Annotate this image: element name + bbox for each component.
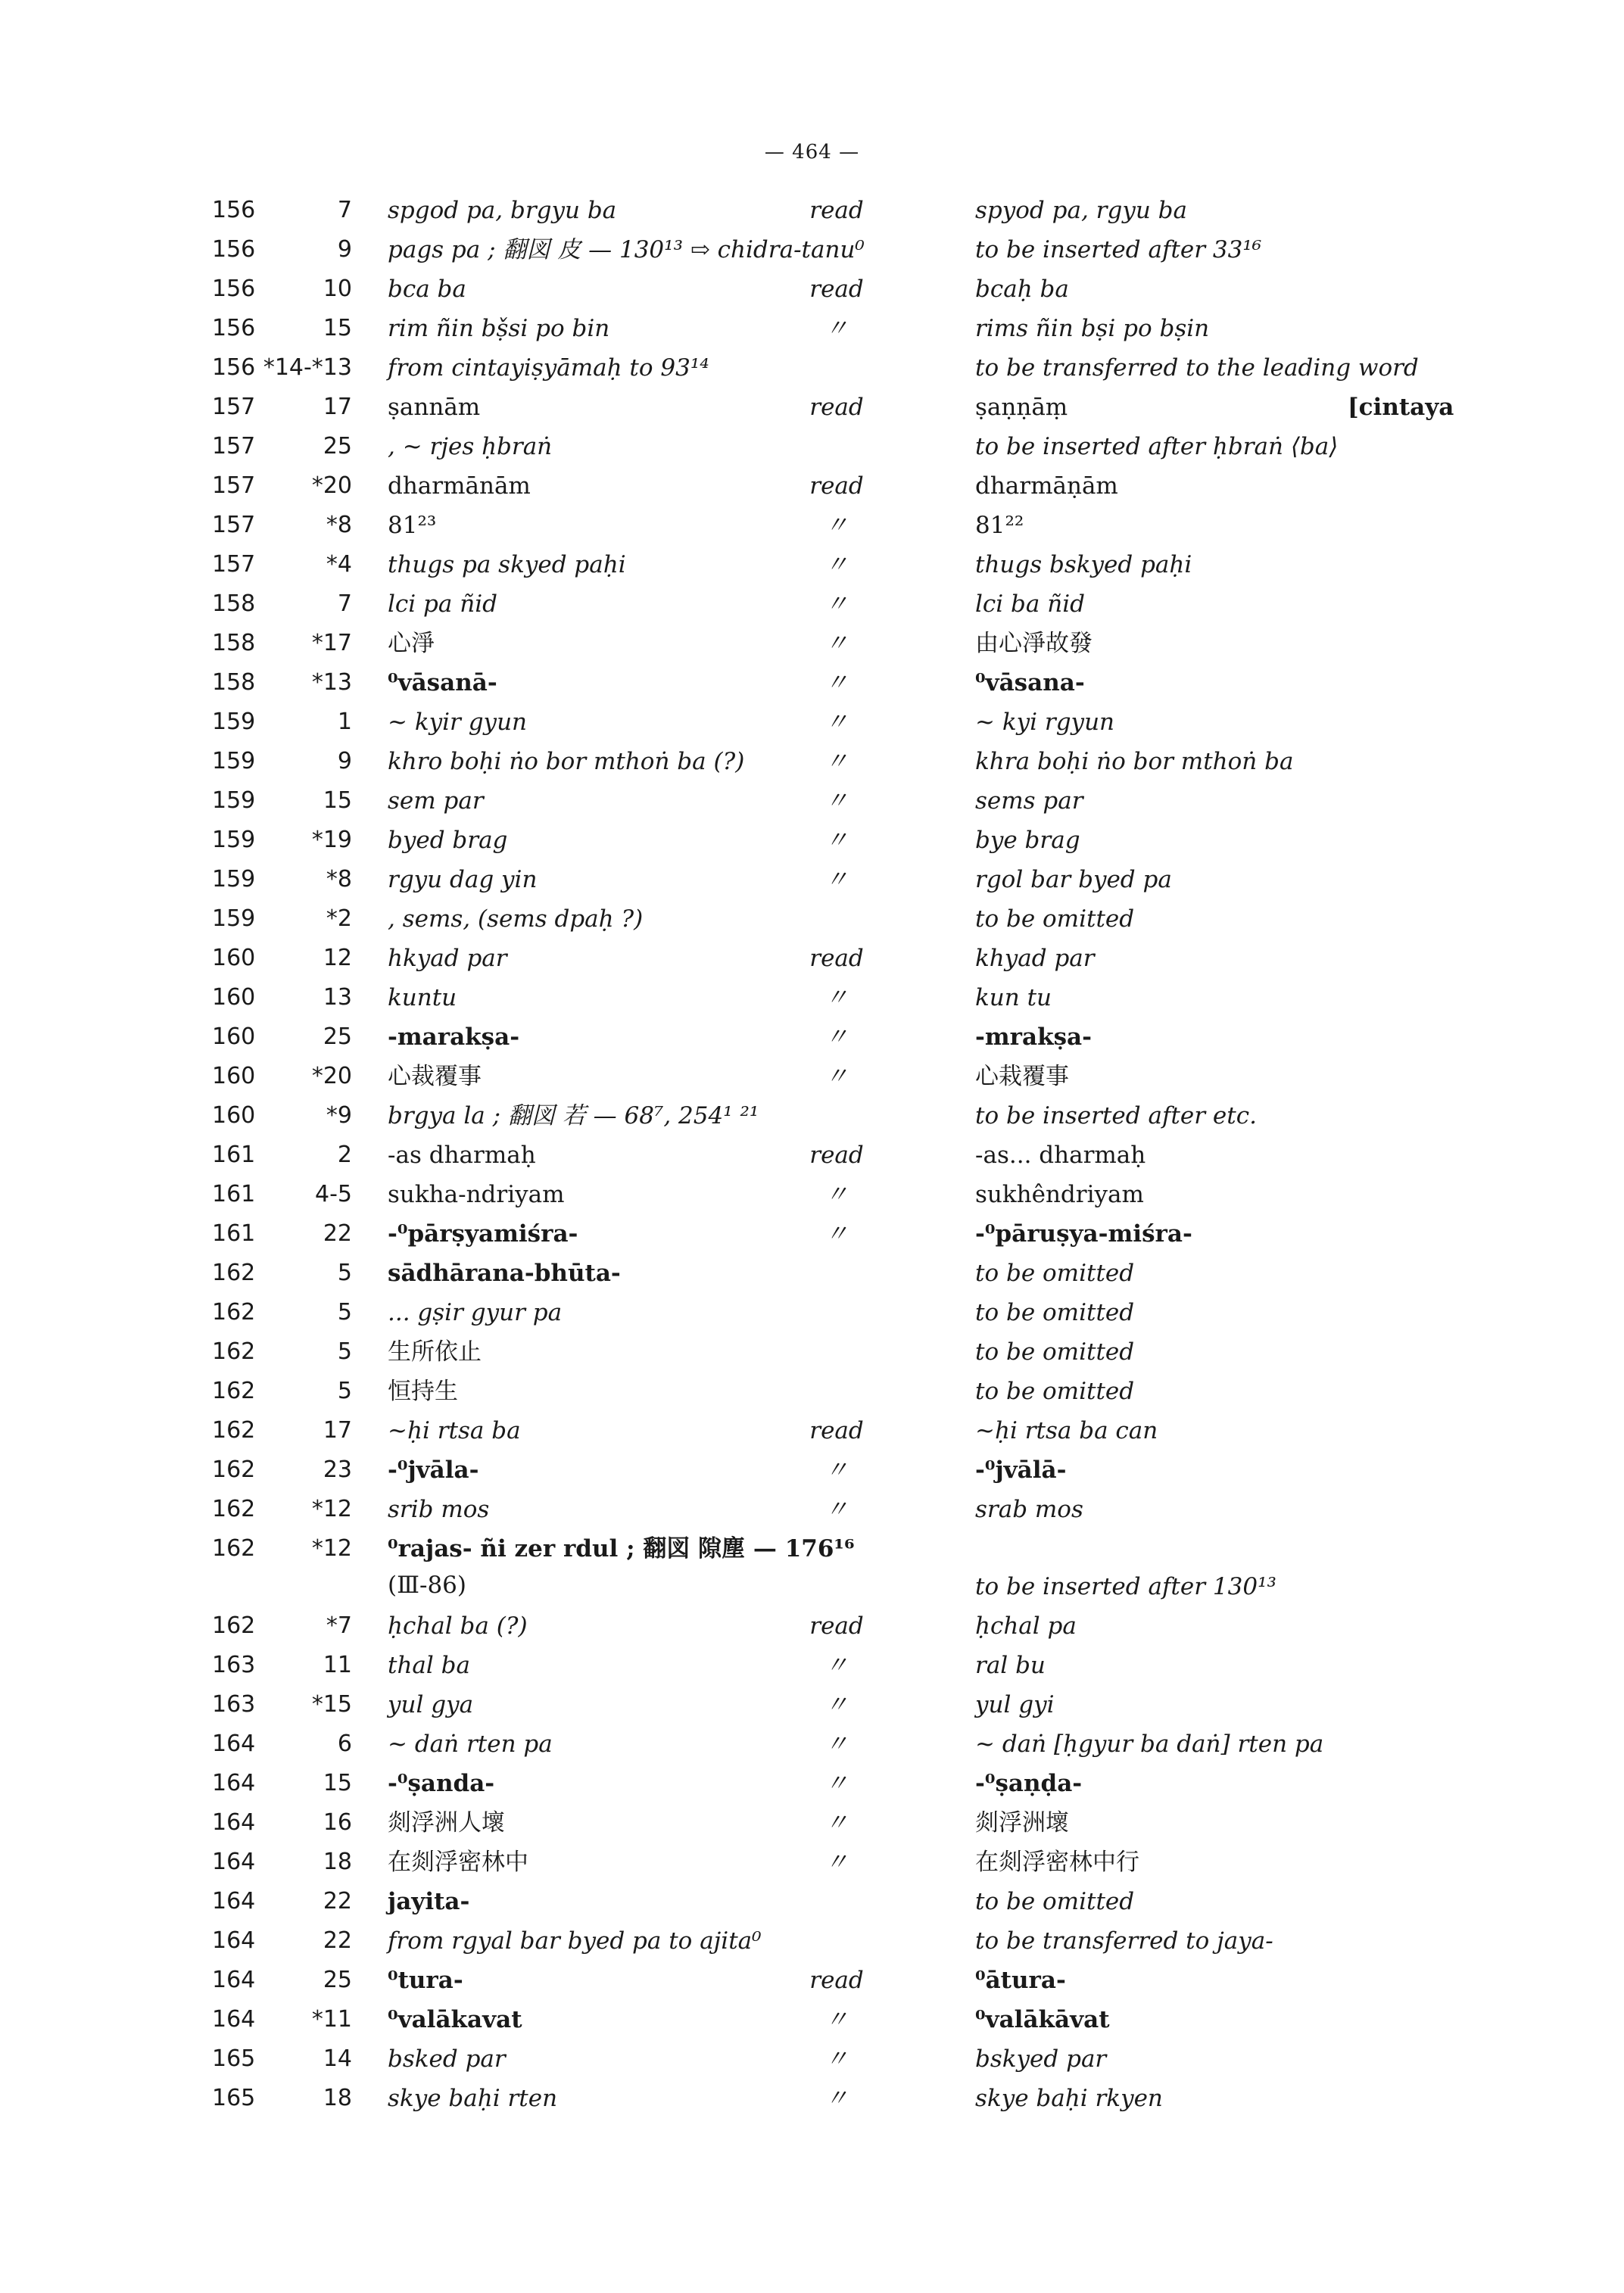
- erroneous-text-line: ⁰rajas- ñi zer rdul ; 翻図 隙塵 — 176¹⁶: [388, 1535, 855, 1562]
- page-ref: 162: [212, 1260, 256, 1286]
- errata-row: [0, 939, 1624, 978]
- line-ref: 25: [323, 433, 352, 460]
- errata-row: [0, 1096, 1624, 1136]
- corrected-text: to be omitted: [975, 1378, 1135, 1405]
- erroneous-text: brgya la ; 翻図 若 — 68⁷, 254¹ ²¹: [388, 1102, 759, 1129]
- corrected-text: sems par: [975, 787, 1083, 815]
- page-ref: 165: [212, 2085, 256, 2111]
- erroneous-text-continuation: (Ⅲ-86): [388, 1572, 467, 1599]
- line-ref: 7: [337, 197, 352, 223]
- page-ref: 159: [212, 709, 256, 735]
- errata-row: [0, 545, 1624, 584]
- errata-row: [0, 1764, 1624, 1803]
- action-word: 〃: [824, 748, 849, 775]
- action-word: 〃: [824, 1731, 849, 1758]
- erroneous-text: thal ba: [388, 1652, 470, 1679]
- line-ref: *15: [311, 1691, 352, 1718]
- errata-row: [0, 1175, 1624, 1214]
- page-ref: 164: [212, 2006, 256, 2033]
- line-ref: 15: [323, 787, 352, 814]
- action-word: 〃: [824, 827, 849, 854]
- page-ref: 160: [212, 945, 256, 971]
- corrected-text: lci ba ñid: [975, 590, 1085, 618]
- page-ref: 157: [212, 472, 256, 499]
- line-ref: *19: [311, 827, 352, 853]
- erroneous-text: kuntu: [388, 984, 457, 1011]
- corrected-text: ⁰ātura-: [975, 1967, 1066, 1994]
- erroneous-text: hkyad par: [388, 945, 507, 972]
- corrected-text: to be transferred to the leading word: [975, 354, 1419, 382]
- errata-row: [0, 2039, 1624, 2079]
- corrected-text: bye brag: [975, 827, 1080, 854]
- erroneous-text: yul gya: [388, 1691, 474, 1718]
- erroneous-text: skye baḥi rten: [388, 2085, 558, 2112]
- page-ref: 162: [212, 1417, 256, 1444]
- line-ref: 5: [337, 1338, 352, 1365]
- action-word: 〃: [824, 1023, 849, 1051]
- corrected-text: -mrakṣa-: [975, 1023, 1092, 1051]
- erroneous-text: , sems, (sems dpaḥ ?): [388, 905, 644, 933]
- line-ref: *2: [326, 905, 352, 932]
- line-ref: *4: [326, 551, 352, 578]
- page-ref: 160: [212, 1023, 256, 1050]
- page-ref: 163: [212, 1652, 256, 1678]
- errata-row: [0, 1882, 1624, 1921]
- action-word: 〃: [824, 1063, 849, 1090]
- action-word: 〃: [824, 1181, 849, 1208]
- errata-row: [0, 1646, 1624, 1685]
- line-ref: 15: [323, 315, 352, 341]
- corrected-text: to be transferred to jaya-: [975, 1927, 1273, 1955]
- corrected-text: ⁰valākāvat: [975, 2006, 1110, 2033]
- erroneous-text: pags pa ; 翻図 皮 — 130¹³ ⇨ chidra-tanu⁰: [388, 236, 865, 263]
- erroneous-text: ⁰valākavat: [388, 2006, 522, 2033]
- action-word: 〃: [824, 1652, 849, 1679]
- corrected-text: skye baḥi rkyen: [975, 2085, 1163, 2112]
- page-ref: 162: [212, 1612, 256, 1639]
- erroneous-text: 81²³: [388, 512, 437, 539]
- line-ref: 22: [323, 1927, 352, 1954]
- errata-row: [0, 2000, 1624, 2039]
- line-ref: 9: [337, 236, 352, 263]
- page-ref: 161: [212, 1220, 256, 1247]
- errata-row: [0, 978, 1624, 1017]
- page-ref: 163: [212, 1691, 256, 1718]
- errata-row: [0, 1214, 1624, 1254]
- page-ref: 159: [212, 787, 256, 814]
- line-ref: 16: [323, 1809, 352, 1836]
- errata-row: [0, 663, 1624, 703]
- erroneous-text: 心淨: [388, 630, 435, 657]
- corrected-text: spyod pa, rgyu ba: [975, 197, 1187, 224]
- erroneous-text: [388, 1529, 855, 1599]
- erroneous-text: ⁰tura-: [388, 1967, 463, 1994]
- corrected-text: ⁰vāsana-: [975, 669, 1085, 696]
- corrected-text: 剡浮洲壞: [975, 1809, 1069, 1837]
- corrected-text: ḥchal pa: [975, 1612, 1077, 1640]
- erroneous-text: ṣannām: [388, 394, 481, 421]
- page-ref: 164: [212, 1770, 256, 1796]
- action-word: 〃: [824, 315, 849, 342]
- corrected-text: 心栽覆事: [975, 1063, 1069, 1090]
- page-ref: 160: [212, 1102, 256, 1129]
- line-ref: 4-5: [315, 1181, 352, 1207]
- action-word: read: [809, 1417, 864, 1444]
- erroneous-text: srib mos: [388, 1496, 490, 1523]
- errata-row: [0, 624, 1624, 663]
- page-ref: 156: [212, 197, 256, 223]
- erroneous-text: ... gṣir gyur pa: [388, 1299, 563, 1326]
- line-ref: *14-*13: [263, 354, 352, 381]
- corrected-text: 81²²: [975, 512, 1024, 539]
- line-ref: 18: [323, 1849, 352, 1875]
- erroneous-text: -marakṣa-: [388, 1023, 520, 1051]
- corrected-text: sukhêndriyam: [975, 1181, 1144, 1208]
- errata-row: [0, 584, 1624, 624]
- erroneous-text: 心裁覆事: [388, 1063, 482, 1090]
- line-ref: *13: [311, 669, 352, 696]
- errata-row: [0, 1057, 1624, 1096]
- errata-row: [0, 1685, 1624, 1724]
- erroneous-text: from cintayiṣyāmaḥ to 93¹⁴: [388, 354, 709, 382]
- errata-row: [0, 1372, 1624, 1411]
- action-word: 〃: [824, 984, 849, 1011]
- action-word: 〃: [824, 590, 849, 618]
- line-ref: 5: [337, 1299, 352, 1326]
- corrected-text: -⁰pāruṣya-miśra-: [975, 1220, 1192, 1248]
- errata-row: [0, 427, 1624, 466]
- line-ref: 5: [337, 1378, 352, 1404]
- action-word: 〃: [824, 1770, 849, 1797]
- page-ref: 159: [212, 748, 256, 774]
- line-ref: 12: [323, 945, 352, 971]
- erroneous-text: jayita-: [388, 1888, 470, 1915]
- action-word: 〃: [824, 2006, 849, 2033]
- action-word: 〃: [824, 1496, 849, 1523]
- errata-row: [0, 388, 1624, 427]
- page-ref: 165: [212, 2045, 256, 2072]
- erroneous-text: -⁰jvāla-: [388, 1456, 479, 1484]
- errata-row: [0, 1332, 1624, 1372]
- errata-row: [0, 899, 1624, 939]
- corrected-text: rims ñin bṣi po bṣin: [975, 315, 1210, 342]
- corrected-text: to be omitted: [975, 1338, 1135, 1366]
- page-ref: 156: [212, 315, 256, 341]
- page-number: — 464 —: [764, 141, 860, 164]
- line-ref: 15: [323, 1770, 352, 1796]
- line-ref: 18: [323, 2085, 352, 2111]
- errata-row: [0, 348, 1624, 388]
- erroneous-text: ~ḥi rtsa ba: [388, 1417, 521, 1444]
- action-word: read: [809, 1612, 864, 1640]
- action-word: read: [809, 1967, 864, 1994]
- page-ref: 157: [212, 512, 256, 538]
- erroneous-text: sukha-ndriyam: [388, 1181, 565, 1208]
- corrected-text: 在剡浮密林中行: [975, 1849, 1139, 1876]
- errata-row: [0, 1961, 1624, 2000]
- page-ref: 157: [212, 551, 256, 578]
- line-ref: *20: [311, 472, 352, 499]
- page-ref: 161: [212, 1142, 256, 1168]
- erroneous-text: -as dharmaḥ: [388, 1142, 536, 1169]
- line-ref: 7: [337, 590, 352, 617]
- action-word: 〃: [824, 512, 849, 539]
- corrected-text: -⁰jvālā-: [975, 1456, 1067, 1484]
- corrected-text: thugs bskyed paḥi: [975, 551, 1192, 578]
- line-ref: 22: [323, 1888, 352, 1914]
- errata-row: [0, 703, 1624, 742]
- action-word: read: [809, 945, 864, 972]
- erroneous-text: sādhārana-bhūta-: [388, 1260, 621, 1287]
- page-ref: 162: [212, 1338, 256, 1365]
- errata-row: [0, 1450, 1624, 1490]
- corrected-text: kun tu: [975, 984, 1052, 1011]
- continuation-bracket: [cintaya: [1348, 394, 1454, 421]
- action-word: 〃: [824, 866, 849, 893]
- erroneous-text: spgod pa, brgyu ba: [388, 197, 617, 224]
- page-ref: 162: [212, 1535, 256, 1562]
- errata-row: [0, 1803, 1624, 1843]
- line-ref: 14: [323, 2045, 352, 2072]
- action-word: 〃: [824, 2085, 849, 2112]
- action-word: 〃: [824, 630, 849, 657]
- corrected-text: bskyed par: [975, 2045, 1107, 2073]
- line-ref: 5: [337, 1260, 352, 1286]
- page-ref: 158: [212, 630, 256, 656]
- action-word: 〃: [824, 1220, 849, 1248]
- corrected-text: ~ kyi rgyun: [975, 709, 1115, 736]
- page-ref: 162: [212, 1496, 256, 1522]
- errata-row: [0, 1254, 1624, 1293]
- errata-row: [0, 1724, 1624, 1764]
- line-ref: 9: [337, 748, 352, 774]
- page-ref: 164: [212, 1731, 256, 1757]
- line-ref: *12: [311, 1535, 352, 1562]
- page-ref: 161: [212, 1181, 256, 1207]
- page-ref: 159: [212, 866, 256, 893]
- erroneous-text: byed brag: [388, 827, 508, 854]
- erroneous-text: sem par: [388, 787, 484, 815]
- line-ref: *8: [326, 512, 352, 538]
- action-word: read: [809, 276, 864, 303]
- page-ref: 157: [212, 394, 256, 420]
- corrected-text: to be inserted after 130¹³: [975, 1573, 1276, 1600]
- action-word: 〃: [824, 709, 849, 736]
- page-ref: 156: [212, 276, 256, 302]
- line-ref: 17: [323, 1417, 352, 1444]
- erroneous-text: thugs pa skyed paḥi: [388, 551, 626, 578]
- errata-row: [0, 1606, 1624, 1646]
- erroneous-text: bca ba: [388, 276, 466, 303]
- errata-row: [0, 230, 1624, 269]
- corrected-text: to be omitted: [975, 905, 1135, 933]
- errata-row: [0, 1293, 1624, 1332]
- corrected-text: ṣaṇṇāṃ: [975, 394, 1068, 421]
- errata-row: [0, 309, 1624, 348]
- corrected-text: yul gyi: [975, 1691, 1055, 1718]
- page-ref: 160: [212, 984, 256, 1011]
- errata-row: [0, 1921, 1624, 1961]
- corrected-text: -as... dharmaḥ: [975, 1142, 1146, 1169]
- erroneous-text: -⁰pārṣyamiśra-: [388, 1220, 578, 1248]
- page-ref: 164: [212, 1888, 256, 1914]
- line-ref: *11: [311, 2006, 352, 2033]
- corrected-text: to be omitted: [975, 1260, 1135, 1287]
- erroneous-text: ḥchal ba (?): [388, 1612, 528, 1640]
- line-ref: 10: [323, 276, 352, 302]
- corrected-text: to be omitted: [975, 1888, 1135, 1915]
- page-ref: 164: [212, 1967, 256, 1993]
- line-ref: 11: [323, 1652, 352, 1678]
- corrected-text: ral bu: [975, 1652, 1046, 1679]
- action-word: 〃: [824, 1456, 849, 1484]
- page-ref: 156: [212, 236, 256, 263]
- corrected-text: khra boḥi ṅo bor mthoṅ ba: [975, 748, 1294, 775]
- line-ref: 17: [323, 394, 352, 420]
- action-word: 〃: [824, 1849, 849, 1876]
- page-ref: 157: [212, 433, 256, 460]
- errata-row: [0, 1136, 1624, 1175]
- line-ref: 1: [337, 709, 352, 735]
- corrected-text: rgol bar byed pa: [975, 866, 1172, 893]
- errata-row: [0, 269, 1624, 309]
- erroneous-text: ⁰vāsanā-: [388, 669, 497, 696]
- action-word: 〃: [824, 2045, 849, 2073]
- erroneous-text: from rgyal bar byed pa to ajita⁰: [388, 1927, 762, 1955]
- errata-row: [0, 191, 1624, 230]
- erroneous-text: ~ kyir gyun: [388, 709, 528, 736]
- erroneous-text: rgyu dag yin: [388, 866, 538, 893]
- erroneous-text: dharmānām: [388, 472, 531, 500]
- line-ref: *17: [311, 630, 352, 656]
- action-word: read: [809, 197, 864, 224]
- page-ref: 164: [212, 1849, 256, 1875]
- errata-row: [0, 742, 1624, 781]
- erroneous-text: lci pa ñid: [388, 590, 497, 618]
- page-ref: 164: [212, 1927, 256, 1954]
- erroneous-text: rim ñin bṣ̌si po bin: [388, 315, 610, 342]
- corrected-text: dharmāṇām: [975, 472, 1118, 500]
- action-word: 〃: [824, 551, 849, 578]
- corrected-text: bcaḥ ba: [975, 276, 1069, 303]
- page-ref: 158: [212, 669, 256, 696]
- line-ref: 13: [323, 984, 352, 1011]
- line-ref: *9: [326, 1102, 352, 1129]
- erroneous-text: -⁰ṣanda-: [388, 1770, 495, 1797]
- line-ref: *7: [326, 1612, 352, 1639]
- page-ref: 159: [212, 905, 256, 932]
- errata-row: [0, 466, 1624, 506]
- page-ref: 156: [212, 354, 256, 381]
- page-ref: 164: [212, 1809, 256, 1836]
- line-ref: *12: [311, 1496, 352, 1522]
- errata-row: [0, 2079, 1624, 2118]
- page-ref: 160: [212, 1063, 256, 1089]
- page-ref: 158: [212, 590, 256, 617]
- errata-row: [0, 506, 1624, 545]
- corrected-text: to be inserted after etc.: [975, 1102, 1257, 1129]
- page-ref: 162: [212, 1378, 256, 1404]
- page-ref: 159: [212, 827, 256, 853]
- erroneous-text: 剡浮洲人壞: [388, 1809, 505, 1837]
- corrected-text: 由心淨故發: [975, 630, 1093, 657]
- corrected-text: to be inserted after ḥbraṅ ⟨ba⟩: [975, 433, 1339, 460]
- line-ref: *8: [326, 866, 352, 893]
- erroneous-text: khro boḥi ṅo bor mthoṅ ba (?): [388, 748, 745, 775]
- corrected-text: to be inserted after 33¹⁶: [975, 236, 1262, 263]
- page-ref: 162: [212, 1299, 256, 1326]
- action-word: 〃: [824, 1691, 849, 1718]
- errata-row: [0, 781, 1624, 821]
- action-word: read: [809, 1142, 864, 1169]
- corrected-text: srab mos: [975, 1496, 1083, 1523]
- corrected-text: khyad par: [975, 945, 1095, 972]
- corrected-text: ~ḥi rtsa ba can: [975, 1417, 1158, 1444]
- page-ref: 162: [212, 1456, 256, 1483]
- action-word: 〃: [824, 787, 849, 815]
- corrected-text: -⁰ṣaṇḍa-: [975, 1770, 1083, 1797]
- errata-row: [0, 1529, 1624, 1606]
- line-ref: 22: [323, 1220, 352, 1247]
- line-ref: 25: [323, 1023, 352, 1050]
- action-word: 〃: [824, 669, 849, 696]
- errata-row: [0, 1411, 1624, 1450]
- errata-row: [0, 860, 1624, 899]
- erroneous-text: ~ daṅ rten pa: [388, 1731, 553, 1758]
- errata-table: [0, 191, 1624, 2118]
- action-word: read: [809, 394, 864, 421]
- line-ref: 6: [337, 1731, 352, 1757]
- erroneous-text: bsked par: [388, 2045, 506, 2073]
- action-word: 〃: [824, 1809, 849, 1837]
- corrected-text: to be omitted: [975, 1299, 1135, 1326]
- errata-row: [0, 1843, 1624, 1882]
- errata-row: [0, 1490, 1624, 1529]
- errata-row: [0, 1017, 1624, 1057]
- erroneous-text: 生所依止: [388, 1338, 482, 1366]
- erroneous-text: 在剡浮密林中: [388, 1849, 528, 1876]
- action-word: read: [809, 472, 864, 500]
- corrected-text: ~ daṅ [ḥgyur ba daṅ] rten pa: [975, 1731, 1324, 1758]
- line-ref: *20: [311, 1063, 352, 1089]
- errata-row: [0, 821, 1624, 860]
- erroneous-text: 恒持生: [388, 1378, 458, 1405]
- erroneous-text: , ~ rjes ḥbraṅ: [388, 433, 553, 460]
- line-ref: 23: [323, 1456, 352, 1483]
- line-ref: 25: [323, 1967, 352, 1993]
- line-ref: 2: [337, 1142, 352, 1168]
